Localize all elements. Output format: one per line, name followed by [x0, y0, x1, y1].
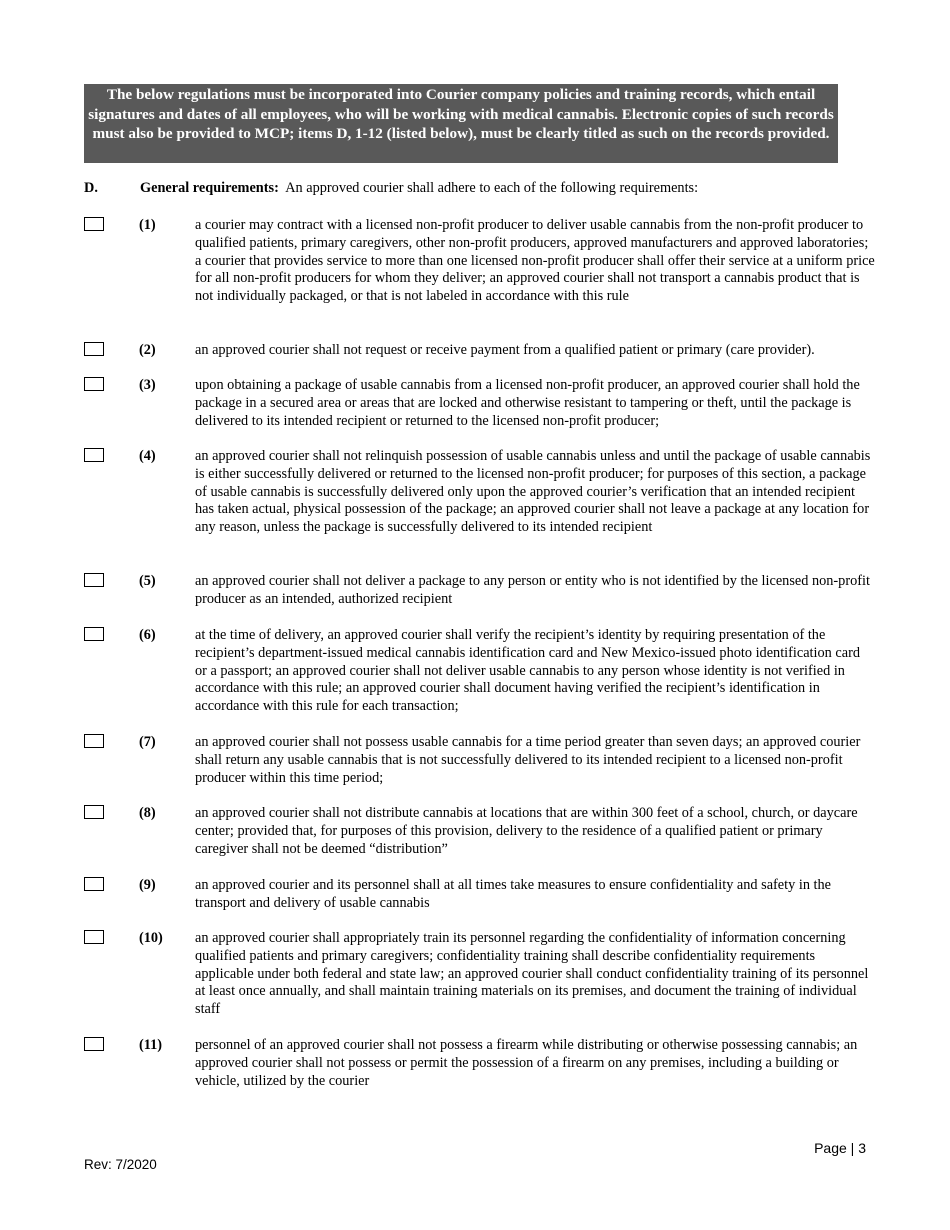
item-number: (8): [139, 805, 156, 821]
item-number: (1): [139, 217, 156, 233]
requirement-checkbox-9[interactable]: [84, 877, 104, 891]
requirements-notice-banner: The below regulations must be incorporated into Courier company policies and training records, which entail signatures and dates of all employees, who will be working with medical cannabis. Electronic copies of such records must also be provided to MCP; items D, 1-12 (listed below), must be clearly titled as such on the records provided.: [84, 84, 838, 163]
item-number: (4): [139, 448, 156, 464]
item-number: (7): [139, 734, 156, 750]
item-number: (5): [139, 573, 156, 589]
section-letter: D.: [84, 180, 98, 196]
section-title: [140, 179, 698, 197]
requirement-checkbox-7[interactable]: [84, 734, 104, 748]
item-number: (6): [139, 627, 156, 643]
section-heading-label: General requirements:: [140, 180, 279, 196]
item-text: upon obtaining a package of usable cannabis from a licensed non-profit producer, an approved courier shall hold the package in a secured area or areas that are locked and otherwise resistant to tampering or theft, until the package is delivered to its intended recipient or returned to the licensed non-profit producer;: [195, 377, 860, 429]
requirement-checkbox-11[interactable]: [84, 1037, 104, 1051]
item-text: a courier may contract with a licensed non-profit producer to deliver usable cannabis from the non-profit producer to qualified patients, primary caregivers, other non-profit producers, approved manufacturers and approved laboratories; a courier that provides service to more than one licensed non-profit producer shall offer their service at a uniform price for all non-profit producers for whom they deliver; an approved courier shall not transport a cannabis product that is not individually packaged, or that is not labeled in accordance with this rule: [195, 217, 875, 305]
item-text: an approved courier shall not deliver a package to any person or entity who is not identified by the licensed non-profit producer as an intended, authorized recipient: [195, 573, 870, 607]
item-number: (2): [139, 342, 156, 358]
requirement-checkbox-3[interactable]: [84, 377, 104, 391]
revision-date: Rev: 7/2020: [84, 1157, 157, 1172]
item-text: an approved courier and its personnel shall at all times take measures to ensure confidentiality and safety in the transport and delivery of usable cannabis: [195, 877, 832, 911]
item-text: an approved courier shall appropriately train its personnel regarding the confidentiality of information concerning qualified patients and primary caregivers; confidentiality training shall describe confidentiality requirements applicable under both federal and state law; an approved courier shall conduct confidentiality training of its personnel at least once annually, and shall maintain training materials on its premises, and document the training of individual staff: [195, 930, 869, 1018]
item-text: an approved courier shall not distribute cannabis at locations that are within 300 feet of a school, church, or daycare center; provided that, for purposes of this provision, delivery to the residence of a qualified patient or primary caregiver shall not be deemed “distribution”: [195, 805, 858, 857]
requirement-checkbox-10[interactable]: [84, 930, 104, 944]
requirement-checkbox-2[interactable]: [84, 342, 104, 356]
item-number: (10): [139, 930, 163, 946]
requirement-checkbox-8[interactable]: [84, 805, 104, 819]
requirement-checkbox-6[interactable]: [84, 627, 104, 641]
item-number: (3): [139, 377, 156, 393]
item-text: at the time of delivery, an approved courier shall verify the recipient’s identity by requiring presentation of the recipient’s department-issued medical cannabis identification card and New Mexico-issued photo identification card or a passport; an approved courier shall not deliver usable cannabis to any person whose identity is not verified in accordance with this rule; an approved courier shall document having verified the recipient’s identification in accordance with this rule for each transaction;: [195, 627, 860, 715]
item-text: an approved courier shall not possess usable cannabis for a time period greater than seven days; an approved courier shall return any usable cannabis that is not successfully delivered to its intended recipient to a licensed non-profit producer within this time period;: [195, 734, 861, 786]
requirement-checkbox-4[interactable]: [84, 448, 104, 462]
item-text: an approved courier shall not request or receive payment from a qualified patient or primary (care provider).: [195, 342, 815, 358]
item-text: an approved courier shall not relinquish possession of usable cannabis unless and until the package of usable cannabis is either successfully delivered or returned to the licensed non-profit producer; for purposes of this section, a package of usable cannabis is successfully delivered only upon the approved courier’s verification that an intended recipient has taken actual, physical possession of the package; an approved courier shall not leave a package at any location for any reason, unless the package is successfully delivered to its intended recipient: [195, 448, 871, 536]
page-number: Page | 3: [814, 1140, 866, 1156]
requirement-checkbox-5[interactable]: [84, 573, 104, 587]
requirement-checkbox-1[interactable]: [84, 217, 104, 231]
item-text: personnel of an approved courier shall not possess a firearm while distributing or otherwise possessing cannabis; an approved courier shall not possess or permit the possession of a firearm on any premises, including a building or vehicle, utilized by the courier: [195, 1037, 858, 1089]
item-number: (9): [139, 877, 156, 893]
section-intro: An approved courier shall adhere to each of the following requirements:: [285, 180, 699, 196]
item-number: (11): [139, 1037, 163, 1053]
